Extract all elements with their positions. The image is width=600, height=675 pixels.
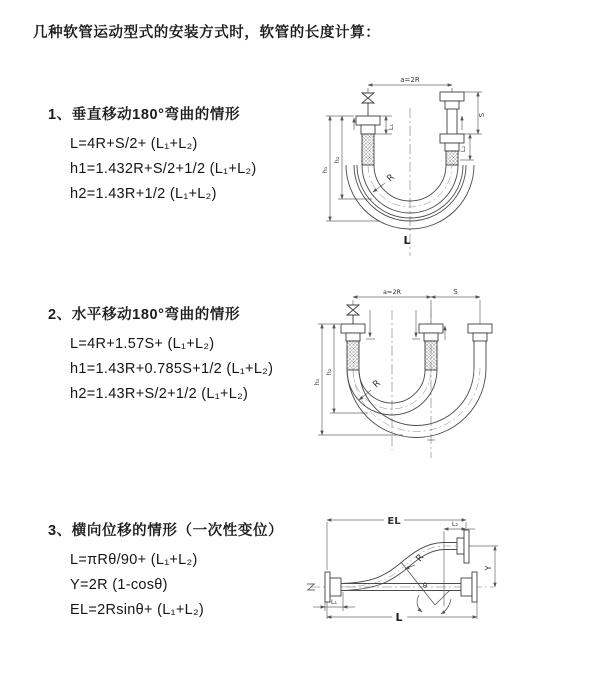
d3-label-el: EL — [387, 516, 401, 527]
diagram-lateral-displacement — [298, 502, 600, 652]
d3-right-flange-original — [461, 572, 477, 602]
d2-label-h2: h₂ — [325, 368, 333, 376]
d3-label-y: Y — [484, 565, 493, 571]
d2-hose-bends — [347, 368, 486, 440]
formula: h1=1.43R+0.785S+1/2 (L₁+L₂) — [70, 361, 274, 377]
d2-right-fitting — [468, 324, 492, 368]
formula: Y=2R (1-cosθ) — [70, 577, 168, 593]
section-1-heading: 1、垂直移动180°弯曲的情形 — [48, 107, 241, 123]
d2-label-r: R — [371, 378, 383, 391]
d1-label-s: S — [478, 112, 486, 118]
d1-right-fitting — [440, 92, 464, 165]
d2-left-fitting — [341, 324, 365, 370]
d3-upper-flange-displaced — [457, 530, 469, 563]
section-2 — [48, 303, 273, 402]
diagram-vertical-180-bend — [310, 70, 595, 262]
d1-label-h1: h₁ — [321, 166, 329, 174]
d2-label-a2r: a=2R — [382, 288, 402, 296]
d1-label-h2: h₂ — [333, 156, 341, 164]
d1-label-l1: L₁ — [387, 123, 395, 131]
d1-label-a2r: a=2R — [400, 76, 420, 84]
d3-label-l2: L₂ — [451, 520, 459, 528]
d2-label-h1: h₁ — [313, 378, 321, 386]
section-1 — [48, 103, 257, 202]
d3-label-l1: L₁ — [330, 598, 338, 606]
d3-label-theta: θ — [422, 582, 428, 590]
d3-label-r: R — [414, 552, 427, 564]
d1-label-r: R — [385, 172, 397, 185]
section-3 — [48, 519, 283, 618]
formula: h2=1.43R+1/2 (L₁+L₂) — [70, 186, 217, 202]
d2-label-s: S — [453, 288, 458, 296]
d1-label-l2: L₂ — [459, 145, 467, 153]
formula: EL=2Rsinθ+ (L₁+L₂) — [70, 602, 205, 618]
d2-middle-fitting — [419, 324, 443, 370]
formula: L=πRθ/90+ (L₁+L₂) — [70, 552, 198, 568]
formula: L=4R+1.57S+ (L₁+L₂) — [70, 336, 215, 352]
d2-valve-icon — [347, 305, 359, 324]
section-3-heading: 3、横向位移的情形（一次性变位） — [48, 523, 284, 539]
formula: h2=1.43R+S/2+1/2 (L₁+L₂) — [70, 386, 249, 402]
d1-valve-icon — [362, 93, 374, 116]
page-title: 几种软管运动型式的安装方式时，软管的长度计算： — [33, 25, 381, 41]
section-2-heading: 2、水平移动180°弯曲的情形 — [48, 307, 241, 323]
d1-label-l: L — [403, 234, 411, 247]
formula: h1=1.432R+S/2+1/2 (L₁+L₂) — [70, 161, 257, 177]
formula: L=4R+S/2+ (L₁+L₂) — [70, 136, 198, 152]
d3-label-l: L — [395, 611, 403, 624]
d1-left-fitting — [356, 116, 380, 165]
diagram-horizontal-180-bend — [308, 282, 593, 467]
